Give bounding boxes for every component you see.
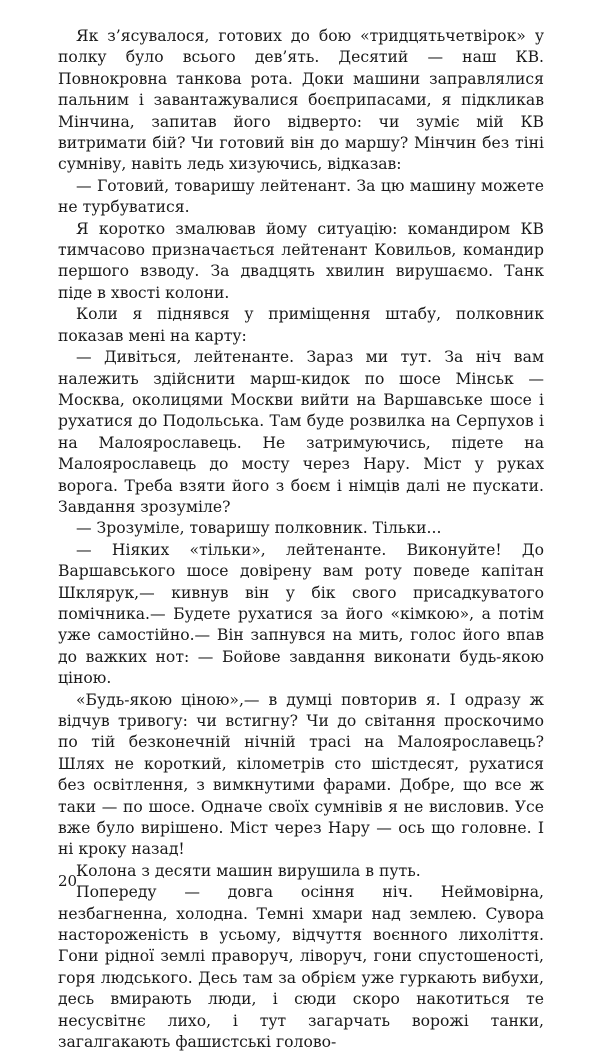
paragraph: «Будь-якою ціною»,— в думці повторив я. І одразу ж відчув тривогу: чи встигну? Чи до світання проскочимо по тій безконечній нічній трасі на Малоярославець? Шлях не короткий, кілометрів сто шістдесят, рухатися без освітлення, з вимкнутими фарами. Добре, що все ж таки — по шосе. Одначе своїх сумнівів я не висловив. Усе вже було вирішено. Міст через Нару — ось що головне. І ні кроку назад! <box>58 690 544 859</box>
paragraph: — Готовий, товаришу лейтенант. За цю машину можете не турбуватися. <box>58 176 544 217</box>
page-number: 20 <box>58 872 78 890</box>
paragraph: — Ніяких «тільки», лейтенанте. Виконуйте! До Варшавського шосе довірену вам роту поведе капітан Шклярук,— кивнув він у бік свого присадкуватого помічника.— Будете рухатися за його «кімкою», а потім уже самостійно.— Він запнувся на мить, голос його впав до важких нот: — Бойове завдання виконати будь-якою ціною. <box>58 540 544 688</box>
paragraph: Я коротко змалював йому ситуацію: командиром КВ тимчасово призначається лейтенант Ковильов, командир першого взводу. За двадцять хвилин вирушаємо. Танк піде в хвості колони. <box>58 219 544 302</box>
paragraph: Коли я піднявся у приміщення штабу, полковник показав мені на карту: <box>58 305 544 345</box>
paragraph: Попереду — довга осіння ніч. Неймовірна, незбагненна, холодна. Темні хмари над землею. Сувора настороженість в усьому, відчуття воєнного лихоліття. Гони рідної землі праворуч, ліворуч, гони спустошеності, горя людського. Десь там за обрієм уже гуркають вибухи, десь вмирають люди, і сюди скоро накотиться те несусвітнє лихо, і тут загарчать ворожі танки, загалгакають фашистські голово- <box>58 883 544 1052</box>
paragraph: Як з’ясувалося, готових до бою «тридцятьчетвірок» у полку було всього дев’ять. Десятий — наш КВ. Повнокровна танкова рота. Доки машини заправлялися пальним і завантажувалися боєприпасами, я підкликав Мінчина, запитав його відверто: чи зуміє мій КВ витримати бій? Чи готовий він до маршу? Мінчин без тіні сумніву, навіть ледь хизуючись, відказав: <box>58 27 544 174</box>
paragraph: — Дивіться, лейтенанте. Зараз ми тут. За ніч вам належить здійснити марш-кидок по шосе Мінськ — Москва, околицями Москви вийти на Варшавське шосе і рухатися до Подольська. Там буде розвилка на Серпухов і на Малоярославець. Не затримуючись, підете на Малоярославець до мосту через Нару. Міст у руках ворога. Треба взяти його з боєм і німців далі не пускати. Завдання зрозуміле? <box>58 348 544 516</box>
paragraph: Колона з десяти машин вирушила в путь. <box>76 861 421 880</box>
paragraph: — Зрозуміле, товаришу полковник. Тільки... <box>76 519 442 538</box>
page-body <box>58 26 544 1054</box>
